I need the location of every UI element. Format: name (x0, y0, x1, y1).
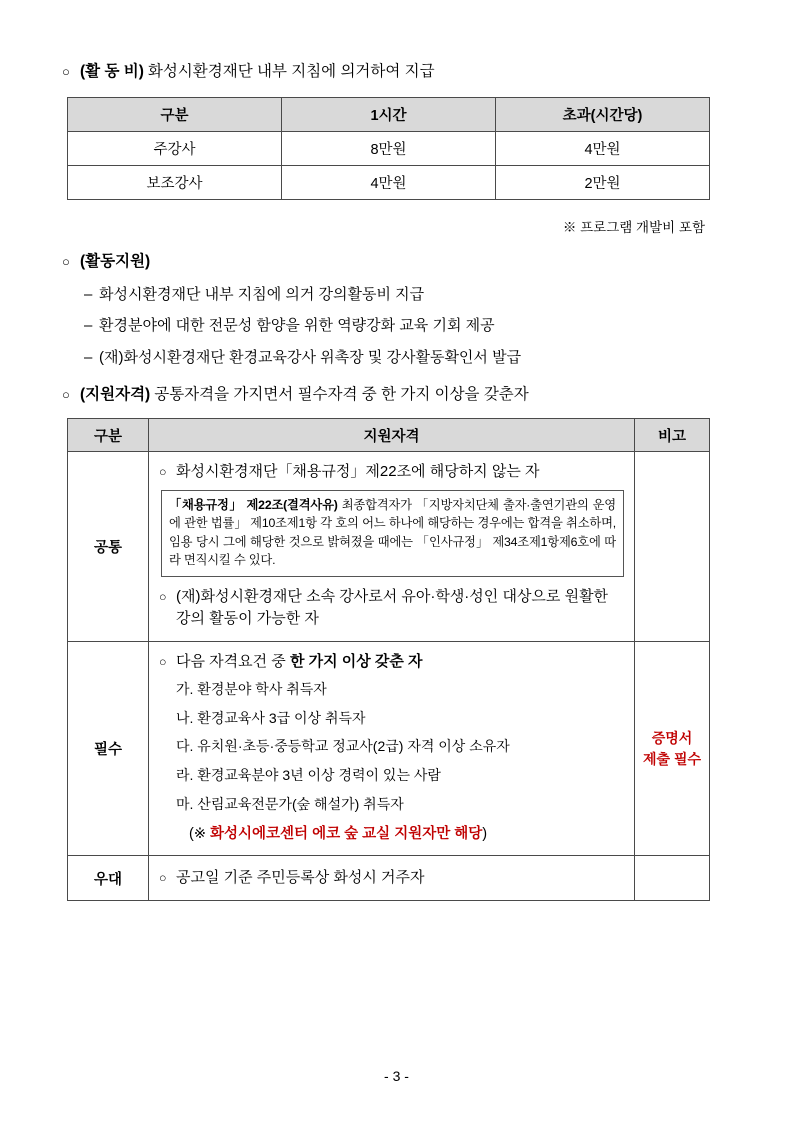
qual-col-category: 구분 (68, 419, 149, 452)
qual-row2-body (149, 856, 635, 901)
activity-support-item-1 (84, 315, 731, 338)
activity-fee-label: (활 동 비) (80, 63, 144, 80)
activity-fee-table (67, 97, 710, 200)
qual-row2-category: 우대 (68, 856, 149, 901)
fee-row0-hour: 8만원 (282, 132, 496, 166)
fee-row0-category: 주강사 (68, 132, 282, 166)
regulation-box-text: 최종합격자가 「지방자치단체 출자·출연기관의 운영에 관한 법률」 제10조제1항 각 호의 어느 하나에 해당하는 경우에는 합격을 취소하며, 임용 당시 그에 해당한 것으로 밝혀졌을 때에는 「인사규정」 제34조제1항제6호에 따라 면직시킬 수 있다. (169, 498, 616, 568)
qual-row0-item-0 (159, 461, 624, 483)
activity-fee-note: ※ 프로그램 개발비 포함 (562, 220, 705, 236)
dash-icon: – (84, 317, 93, 334)
table-header-row (68, 419, 710, 452)
qual-row2-item-0-text: 공고일 기준 주민등록상 화성시 거주자 (176, 869, 425, 887)
bullet-circle-icon: ○ (159, 871, 167, 886)
table-row (68, 166, 710, 200)
fee-row0-extra: 4만원 (496, 132, 710, 166)
table-row (68, 132, 710, 166)
fee-row1-extra: 2만원 (496, 166, 710, 200)
qual-row0-item-2-text: (재)화성시환경재단 소속 강사로서 유아·학생·성인 대상으로 원활한 강의 활동이 가능한 자 (176, 587, 609, 627)
bullet-circle-icon: ○ (159, 655, 167, 670)
dash-icon: – (84, 348, 93, 366)
qual-row1-red-note (189, 822, 624, 843)
activity-fee-heading (62, 60, 731, 83)
qual-row0-note (635, 452, 710, 642)
activity-fee-text: 화성시환경재단 내부 지침에 의거하여 지급 (147, 63, 435, 80)
qual-col-qualification: 지원자격 (149, 419, 635, 452)
activity-support-item-2-text: (재)화성시환경재단 환경교육강사 위촉장 및 강사활동확인서 발급 (99, 348, 522, 366)
qual-row2-note (635, 856, 710, 901)
fee-col-extra: 초과(시간당) (496, 98, 710, 132)
table-header-row (68, 98, 710, 132)
qual-row1-category: 필수 (68, 642, 149, 856)
qual-row0-regulation-box (161, 490, 624, 577)
bullet-circle-icon: ○ (159, 589, 167, 604)
qual-row1-red-prefix: (※ (189, 826, 211, 843)
bullet-circle-icon: ○ (62, 64, 70, 79)
activity-support-item-0 (84, 284, 731, 307)
qual-row1-item-0-plain: 다음 자격요건 중 (176, 653, 290, 671)
activity-support-label: (활동지원) (80, 253, 151, 271)
qual-row1-note (635, 642, 710, 856)
qual-row1-red-text: 화성시에코센터 에코 숲 교실 지원자만 해당 (210, 826, 483, 843)
qual-row0-body (149, 452, 635, 642)
eligibility-table (67, 418, 710, 901)
activity-support-item-0-text: 화성시환경재단 내부 지침에 의거 강의활동비 지급 (99, 285, 425, 303)
fee-col-category: 구분 (68, 98, 282, 132)
eligibility-text: 공통자격을 가지면서 필수자격 중 한 가지 이상을 갖춘자 (154, 386, 529, 403)
qual-row1-sub-1: 나. 환경교육사 3급 이상 취득자 (176, 709, 366, 726)
qual-row1-note-line-0: 증명서 (651, 729, 693, 746)
qual-row1-sub-3: 라. 환경교육분야 3년 이상 경력이 있는 사람 (176, 767, 441, 784)
qual-row1-sub-0: 가. 환경분야 학사 취득자 (176, 681, 327, 697)
activity-support-heading (62, 250, 731, 273)
qual-row0-category: 공통 (68, 452, 149, 642)
table-row-preferred (68, 856, 710, 901)
qual-row1-sub-2: 다. 유치원·초등·중등학교 정교사(2급) 자격 이상 소유자 (176, 738, 510, 755)
qual-row1-note-line-1: 제출 필수 (643, 750, 701, 767)
eligibility-label: (지원자격) (80, 386, 151, 403)
qual-row1-red-suffix: ) (482, 826, 488, 843)
table-row-required (68, 642, 710, 856)
bullet-circle-icon: ○ (62, 254, 70, 270)
qual-row1-body (149, 642, 635, 856)
qual-row0-item-0-text: 화성시환경재단「채용규정」제22조에 해당하지 않는 자 (176, 463, 540, 481)
qual-row1-item-0 (159, 651, 624, 673)
bullet-circle-icon: ○ (62, 387, 70, 402)
activity-support-item-1-text: 환경분야에 대한 전문성 함양을 위한 역량강화 교육 기회 제공 (99, 317, 495, 334)
qual-row0-item-2 (159, 586, 624, 630)
fee-row1-hour: 4만원 (282, 166, 496, 200)
qual-col-note: 비고 (635, 419, 710, 452)
table-row-common (68, 452, 710, 642)
qual-row1-item-0-bold: 한 가지 이상 갖춘 자 (289, 653, 423, 671)
fee-row1-category: 보조강사 (68, 166, 282, 200)
regulation-box-head: 「채용규정」 제22조(결격사유) (169, 498, 338, 512)
qual-row1-sub-4: 마. 산림교육전문가(숲 해설가) 취득자 (176, 795, 404, 812)
qual-row1-item-0-text (176, 651, 624, 673)
bullet-circle-icon: ○ (159, 465, 167, 480)
dash-icon: – (84, 285, 93, 303)
qual-row2-item-0 (159, 867, 624, 889)
eligibility-heading (62, 383, 731, 406)
activity-support-item-2 (84, 347, 731, 370)
fee-col-hour: 1시간 (282, 98, 496, 132)
page-number: - 3 - (384, 1068, 409, 1084)
